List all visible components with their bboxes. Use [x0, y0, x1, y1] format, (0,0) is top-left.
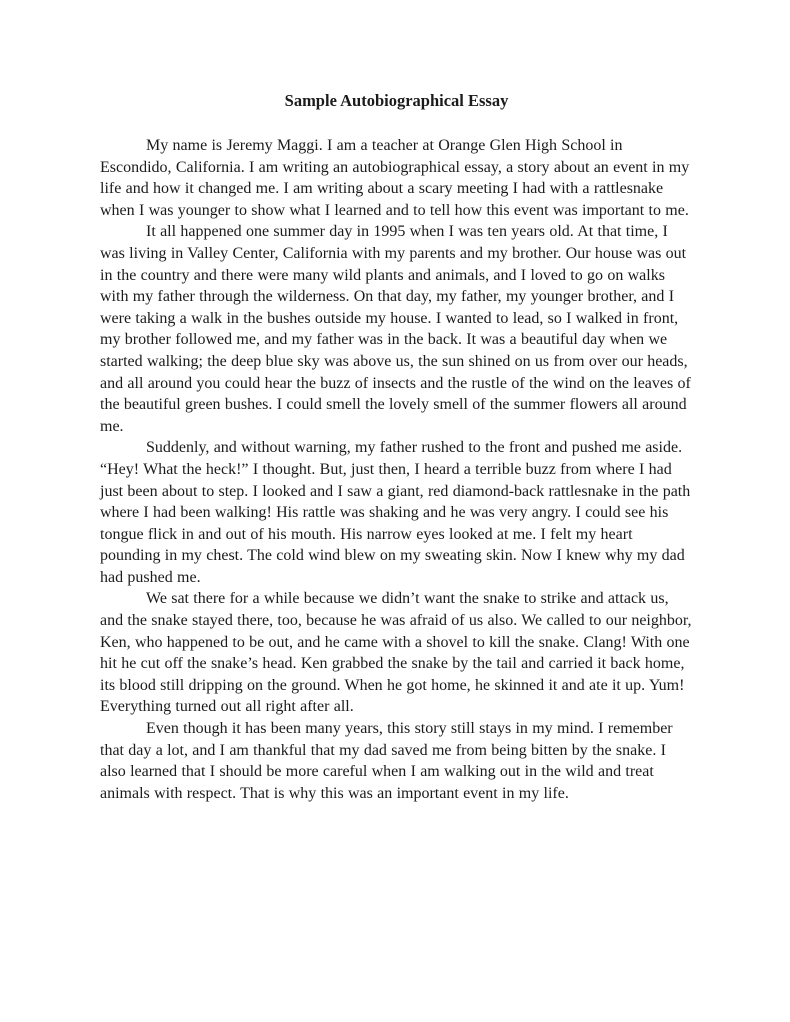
- essay-paragraph: My name is Jeremy Maggi. I am a teacher at Orange Glen High School in Escondido, California. I am writing an autobiographical essay, a story about an event in my life and how it changed me. I am writing about a scary meeting I had with a rattlesnake when I was younger to show what I learned and to tell how this event was important to me.: [100, 137, 690, 219]
- essay-paragraph: Suddenly, and without warning, my father rushed to the front and pushed me aside. “Hey! What the heck!” I thought. But, just then, I heard a terrible buzz from where I had just been about to step. I looked and I saw a giant, red diamond-back rattlesnake in the path where I had been walking! His rattle was shaking and he was very angry. I could see his tongue flick in and out of his mouth. His narrow eyes looked at me. I felt my heart pounding in my chest. The cold wind blew on my sweating skin. Now I knew why my dad had pushed me.: [100, 439, 691, 586]
- essay-paragraph: It all happened one summer day in 1995 when I was ten years old. At that time, I was living in Valley Center, California with my parents and my brother. Our house was out in the country and there were many wild plants and animals, and I loved to go on walks with my father through the wilderness. On that day, my father, my younger brother, and I were taking a walk in the bushes outside my house. I wanted to lead, so I walked in front, my brother followed me, and my father was in the back. It was a beautiful day when we started walking; the deep blue sky was above us, the sun shined on us from over our heads, and all around you could hear the buzz of insects and the rustle of the wind on the leaves of the beautiful green bushes. I could smell the lovely smell of the summer flowers all around me.: [100, 223, 691, 435]
- essay-paragraph: Even though it has been many years, this story still stays in my mind. I remember that day a lot, and I am thankful that my dad saved me from being bitten by the snake. I also learned that I should be more careful when I am walking out in the wild and treat animals with respect. That is why this was an important event in my life.: [100, 720, 673, 802]
- essay-title: Sample Autobiographical Essay: [284, 91, 509, 110]
- essay-paragraph: We sat there for a while because we didn’t want the snake to strike and attack us, and the snake stayed there, too, because he was afraid of us also. We called to our neighbor, Ken, who happened to be out, and he came with a shovel to kill the snake. Clang! With one hit he cut off the snake’s head. Ken grabbed the snake by the tail and carried it back home, its blood still dripping on the ground. When he got home, he skinned it and ate it up. Yum! Everything turned out all right after all.: [100, 590, 692, 716]
- essay-body: [100, 135, 693, 804]
